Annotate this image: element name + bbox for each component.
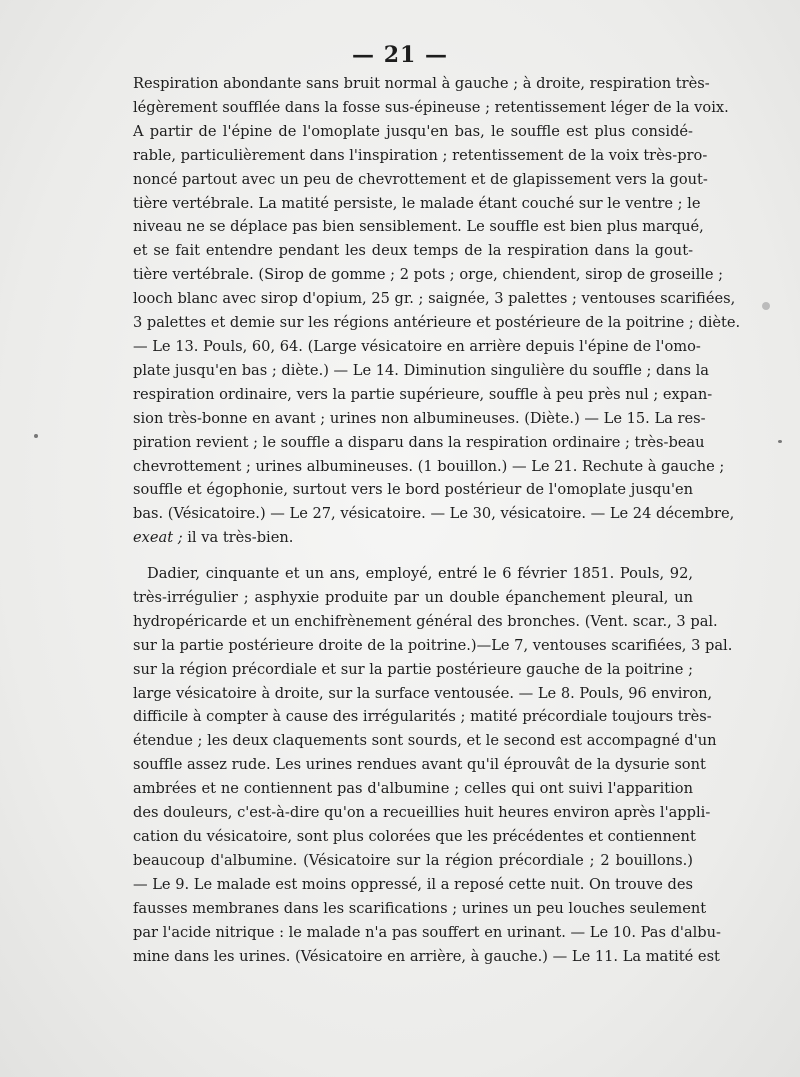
latin-term: exeat ;	[133, 529, 183, 547]
text-line: légèrement soufflée dans la fosse sus-épineuse ; retentissement léger de la voix.	[133, 98, 729, 116]
text-line: tière vertébrale. La matité persiste, le malade étant couché sur le ventre ; le	[133, 194, 701, 212]
text-line: des douleurs, c'est-à-dire qu'on a recueillies huit heures environ après l'appli-	[133, 804, 711, 822]
text-line: plate jusqu'en bas ; diète.) — Le 14. Diminution singulière du souffle ; dans la	[133, 361, 709, 379]
text-line: — Le 9. Le malade est moins oppressé, il a reposé cette nuit. On trouve des	[133, 875, 693, 893]
text-line: noncé partout avec un peu de chevrottement et de glapissement vers la gout-	[133, 170, 708, 188]
margin-speck	[762, 302, 770, 310]
text-line: 3 palettes et demie sur les régions antérieure et postérieure de la poitrine ; diète.	[133, 314, 741, 332]
text-line: souffle assez rude. Les urines rendues avant qu'il éprouvât de la dysurie sont	[133, 756, 706, 774]
text-line: sur la partie postérieure droite de la poitrine.)—Le 7, ventouses scarifiées, 3 pal.	[133, 636, 733, 654]
text-line: par l'acide nitrique : le malade n'a pas souffert en urinant. — Le 10. Pas d'albu-	[133, 923, 721, 941]
text-line: rable, particulièrement dans l'inspiration ; retentissement de la voix très-pro-	[133, 146, 708, 164]
text-line: bas. (Vésicatoire.) — Le 27, vésicatoire. — Le 30, vésicatoire. — Le 24 décembre,	[133, 505, 735, 523]
text-line: hydropéricarde et un enchifrènement général des bronches. (Vent. scar., 3 pal.	[133, 612, 718, 630]
text-line: souffle et égophonie, surtout vers le bord postérieur de l'omoplate jusqu'en	[133, 481, 693, 499]
text-line: large vésicatoire à droite, sur la surface ventousée. — Le 8. Pouls, 96 environ,	[133, 684, 713, 702]
text-line: respiration ordinaire, vers la partie supérieure, souffle à peu près nul ; expan-	[133, 385, 713, 403]
text-line: piration revient ; le souffle a disparu dans la respiration ordinaire ; très-beau	[133, 433, 705, 451]
margin-speck	[34, 434, 38, 438]
text-line: niveau ne se déplace pas bien sensiblement. Le souffle est bien plus marqué,	[133, 218, 704, 236]
text-line: fausses membranes dans les scarifications ; urines un peu louches seulement	[133, 899, 707, 917]
margin-speck	[778, 440, 782, 443]
paragraph-2	[133, 562, 733, 968]
text-line: chevrottement ; urines albumineuses. (1 bouillon.) — Le 21. Rechute à gauche ;	[133, 457, 725, 475]
text-line: A partir de l'épine de l'omoplate jusqu'en bas, le souffle est plus considé-	[133, 122, 693, 140]
text-line: beaucoup d'albumine. (Vésicatoire sur la région précordiale ; 2 bouillons.)	[133, 851, 693, 869]
page-number: — 21 —	[352, 42, 448, 68]
text-line: looch blanc avec sirop d'opium, 25 gr. ; saignée, 3 palettes ; ventouses scarifiées,	[133, 290, 736, 308]
text-line: et se fait entendre pendant les deux temps de la respiration dans la gout-	[133, 242, 693, 260]
text-line: mine dans les urines. (Vésicatoire en arrière, à gauche.) — Le 11. La matité est	[133, 947, 720, 965]
paragraph-1	[133, 72, 741, 550]
text-line: très-irrégulier ; asphyxie produite par un double épanchement pleural, un	[133, 588, 693, 606]
text-line: étendue ; les deux claquements sont sourds, et le second est accompagné d'un	[133, 732, 717, 750]
text-line: Dadier, cinquante et un ans, employé, entré le 6 février 1851. Pouls, 92,	[147, 565, 693, 582]
text-line	[133, 526, 693, 550]
text-line: sion très-bonne en avant ; urines non albumineuses. (Diète.) — Le 15. La res-	[133, 409, 706, 427]
text-line: tière vertébrale. (Sirop de gomme ; 2 pots ; orge, chiendent, sirop de groseille ;	[133, 266, 724, 284]
text-line: cation du vésicatoire, sont plus colorées que les précédentes et contiennent	[133, 827, 696, 845]
text-line: difficile à compter à cause des irrégularités ; matité précordiale toujours très-	[133, 708, 712, 726]
text-line: sur la région précordiale et sur la partie postérieure gauche de la poitrine ;	[133, 660, 693, 678]
text-line: ambrées et ne contiennent pas d'albumine ; celles qui ont suivi l'apparition	[133, 780, 693, 798]
text-line: — Le 13. Pouls, 60, 64. (Large vésicatoire en arrière depuis l'épine de l'omo-	[133, 337, 701, 355]
text-fragment: il va très-bien.	[182, 529, 294, 547]
text-line: Respiration abondante sans bruit normal à gauche ; à droite, respiration très-	[133, 75, 710, 92]
